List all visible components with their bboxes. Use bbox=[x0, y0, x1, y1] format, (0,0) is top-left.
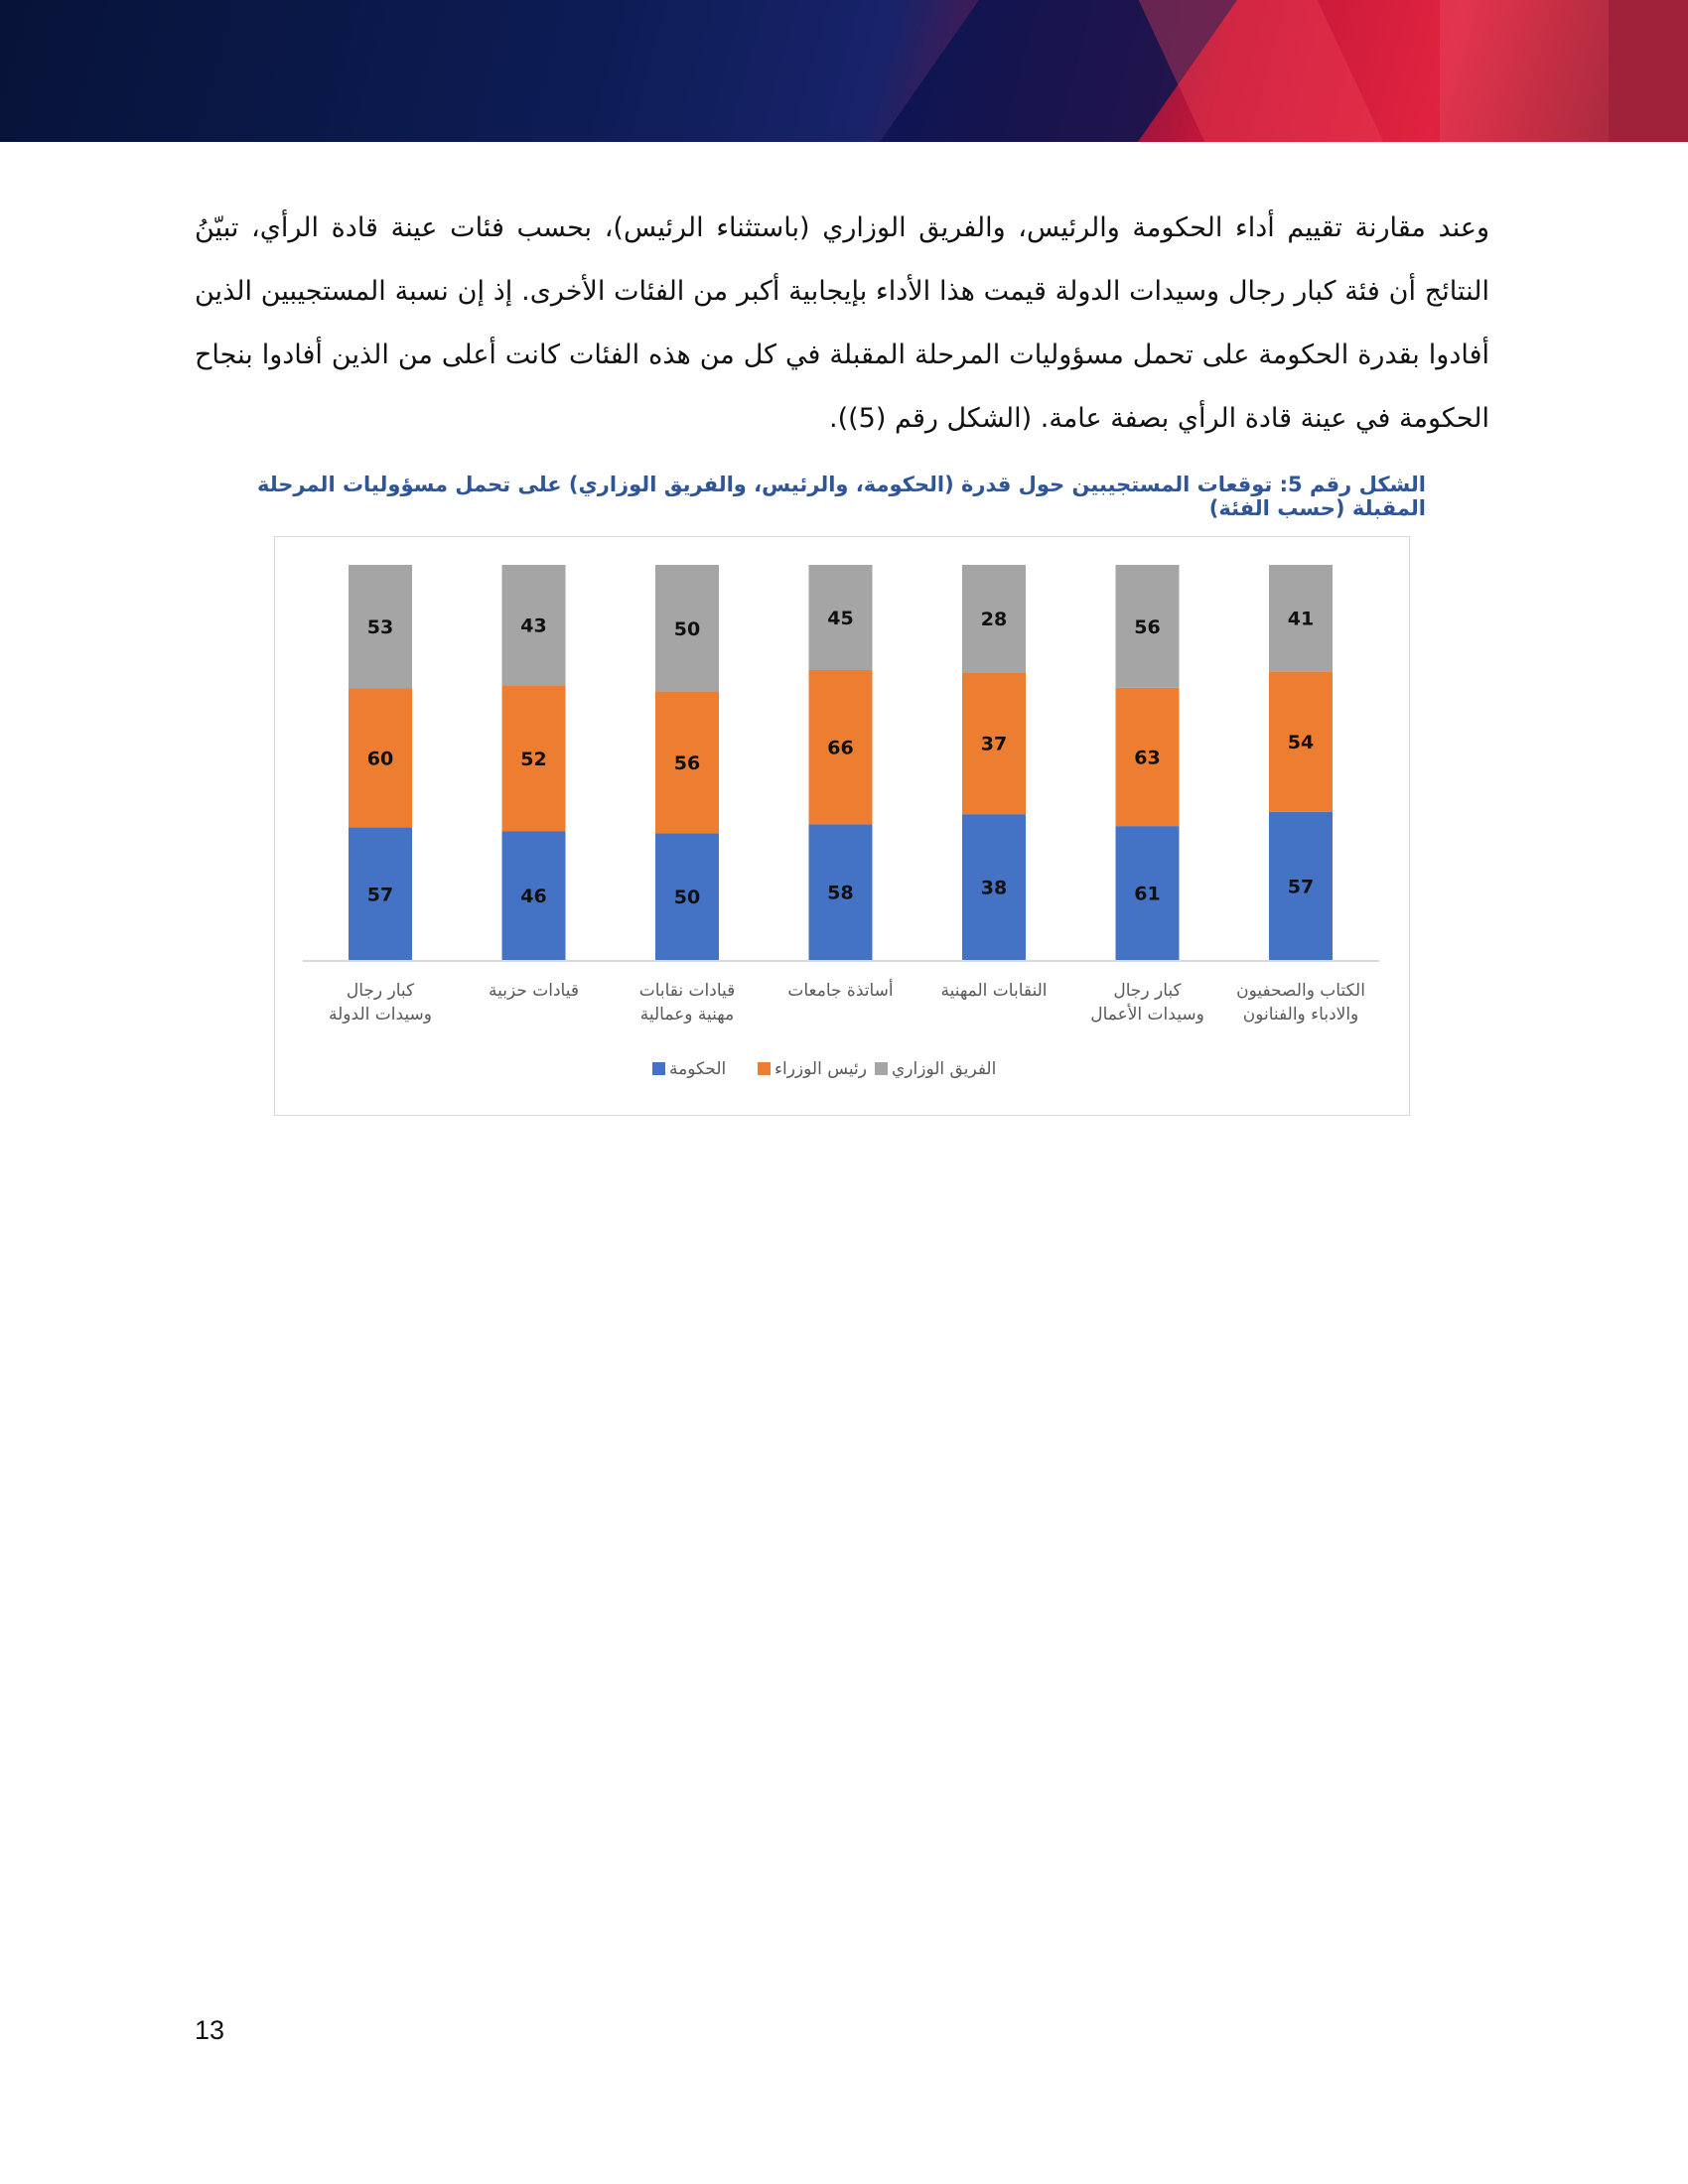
legend-label: الفريق الوزاري bbox=[892, 1059, 997, 1079]
data-label: 57 bbox=[366, 884, 394, 906]
data-label: 50 bbox=[673, 887, 701, 909]
figure-caption: الشكل رقم 5: توقعات المستجيبين حول قدرة (الحكومة، والرئيس، والفريق الوزاري) على تحمل مسؤوليات المرحلة المقبلة (حسب الفئة) bbox=[256, 473, 1426, 520]
category-label: قيادات حزبية bbox=[488, 981, 580, 1001]
stacked-bar-chart bbox=[275, 537, 1409, 1115]
chart-container bbox=[274, 536, 1410, 1116]
data-label: 52 bbox=[520, 748, 547, 770]
category-label: قيادات نقابات مهنية وعمالية bbox=[638, 981, 736, 1024]
data-label: 28 bbox=[980, 609, 1008, 631]
data-label: 63 bbox=[1134, 747, 1161, 769]
legend-swatch bbox=[652, 1062, 665, 1075]
data-label: 56 bbox=[673, 752, 701, 774]
data-label: 43 bbox=[520, 614, 547, 637]
data-label: 57 bbox=[1287, 876, 1315, 898]
page-number: 13 bbox=[195, 2015, 225, 2045]
data-label: 41 bbox=[1287, 608, 1315, 630]
header-banner bbox=[0, 0, 1688, 142]
data-label: 45 bbox=[827, 607, 854, 629]
data-label: 58 bbox=[827, 882, 854, 904]
data-label: 61 bbox=[1134, 883, 1161, 905]
legend-swatch bbox=[875, 1062, 888, 1075]
data-label: 53 bbox=[366, 616, 394, 639]
data-label: 38 bbox=[980, 877, 1008, 899]
category-label: أساتذة جامعات bbox=[787, 981, 894, 1001]
category-label: كبار رجال وسيدات الدولة bbox=[329, 981, 432, 1024]
data-label: 56 bbox=[1134, 615, 1161, 638]
legend-label: رئيس الوزراء bbox=[774, 1059, 867, 1079]
legend-swatch bbox=[758, 1062, 771, 1075]
data-label: 37 bbox=[980, 733, 1008, 755]
category-label: كبار رجال وسيدات الأعمال bbox=[1090, 981, 1204, 1024]
legend-label: الحكومة bbox=[669, 1059, 727, 1079]
data-label: 60 bbox=[366, 748, 394, 770]
body-paragraph: وعند مقارنة تقييم أداء الحكومة والرئيس، والفريق الوزاري (باستثناء الرئيس)، بحسب فئات عينة قادة الرأي، تبيّنُ النتائج أن فئة كبار رجال وسيدات الدولة قيمت هذا الأداء بإيجابية أكبر من الفئات الأخرى. إذ إن نسبة المستجيبين الذين أفادوا بقدرة الحكومة على تحمل مسؤوليات المرحلة المقبلة في كل من هذه الفئات كانت أعلى من الذين أفادوا بنجاح الحكومة في عينة قادة الرأي بصفة عامة. (الشكل رقم (5)). bbox=[195, 212, 1489, 434]
data-label: 54 bbox=[1287, 732, 1315, 754]
category-label: النقابات المهنية bbox=[940, 981, 1048, 1001]
data-label: 66 bbox=[827, 737, 854, 759]
category-label: الكتاب والصحفيون والادباء والفنانون bbox=[1236, 981, 1365, 1024]
data-label: 50 bbox=[673, 617, 701, 640]
data-label: 46 bbox=[520, 886, 547, 908]
